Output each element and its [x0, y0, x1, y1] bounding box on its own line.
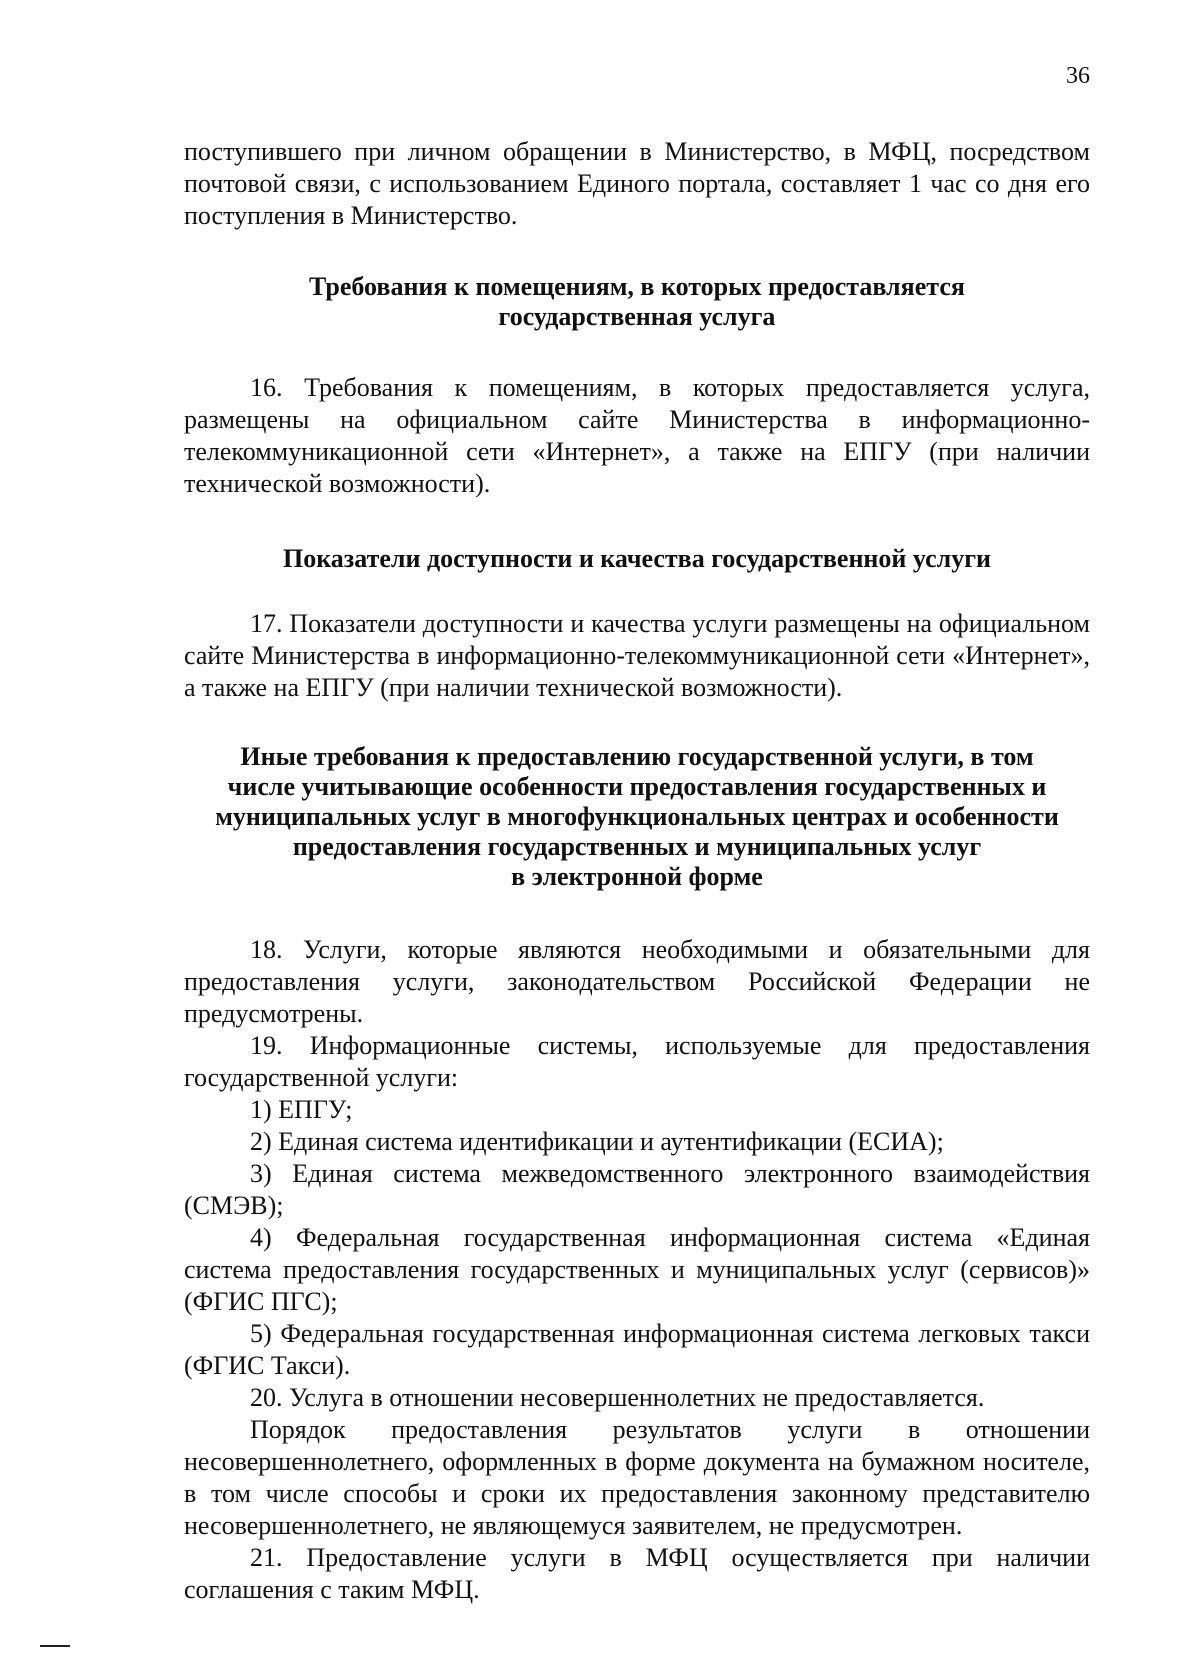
- heading-line: муниципальных услуг в многофункциональных центрах и особенности: [215, 802, 1059, 831]
- list-item-fgis-taxi: 5) Федеральная государственная информационная система легковых такси (ФГИС Такси).: [184, 1319, 1090, 1380]
- heading-line: Требования к помещениям, в которых предоставляется: [309, 272, 965, 301]
- paragraph-minors-procedure: Порядок предоставления результатов услуги в отношении несовершеннолетнего, оформленных в форме документа на бумажном носителе, в том числе способы и сроки их предоставления законному представителю несовершеннолетнего, не являющемуся заявителем, не предусмотрен.: [184, 1415, 1090, 1540]
- page-number: 36: [1066, 63, 1090, 89]
- list-item-epgu: 1) ЕПГУ;: [250, 1095, 353, 1124]
- list-item-fgis-pgs: 4) Федеральная государственная информационная система «Единая система предоставления государственных и муниципальных услуг (сервисов)» (ФГИС ПГС);: [184, 1223, 1090, 1316]
- list-item-esia: 2) Единая система идентификации и аутентификации (ЕСИА);: [250, 1127, 944, 1156]
- heading-line: государственная услуга: [498, 302, 776, 331]
- heading-line: предоставления государственных и муниципальных услуг: [292, 832, 982, 861]
- paragraph-20: 20. Услуга в отношении несовершеннолетних не предоставляется.: [250, 1383, 985, 1412]
- heading-other-requirements: [184, 742, 1090, 892]
- heading-line: в электронной форме: [511, 862, 763, 891]
- document-body: [184, 136, 1090, 1606]
- heading-premises-requirements: [184, 272, 1090, 332]
- paragraph-17: 17. Показатели доступности и качества услуги размещены на официальном сайте Министерства в информационно-телекоммуникационной сети «Интернет», а также на ЕПГУ (при наличии технической возможности).: [184, 609, 1090, 702]
- paragraph-21: 21. Предоставление услуги в МФЦ осуществляется при наличии соглашения с таким МФЦ.: [184, 1543, 1090, 1604]
- footer-rule: [40, 1645, 70, 1647]
- heading-line: Иные требования к предоставлению государственной услуги, в том: [240, 742, 1034, 771]
- list-item-smev: 3) Единая система межведомственного электронного взаимодействия (СМЭВ);: [184, 1159, 1090, 1220]
- paragraph-19: 19. Информационные системы, используемые для предоставления государственной услуги:: [184, 1031, 1090, 1092]
- heading-availability-indicators: [184, 544, 1090, 574]
- paragraph-18: 18. Услуги, которые являются необходимыми и обязательными для предоставления услуги, законодательством Российской Федерации не предусмотрены.: [184, 935, 1090, 1028]
- heading-line: числе учитывающие особенности предоставления государственных и: [227, 772, 1047, 801]
- heading-line: Показатели доступности и качества государственной услуги: [282, 544, 992, 573]
- paragraph-16: 16. Требования к помещениям, в которых предоставляется услуга, размещены на официальном сайте Министерства в информационно-телекоммуникационной сети «Интернет», а также на ЕПГУ (при наличии технической возможности).: [184, 373, 1090, 498]
- intro-paragraph: поступившего при личном обращении в Министерство, в МФЦ, посредством почтовой связи, с использованием Единого портала, составляет 1 час со дня его поступления в Министерство.: [184, 137, 1090, 230]
